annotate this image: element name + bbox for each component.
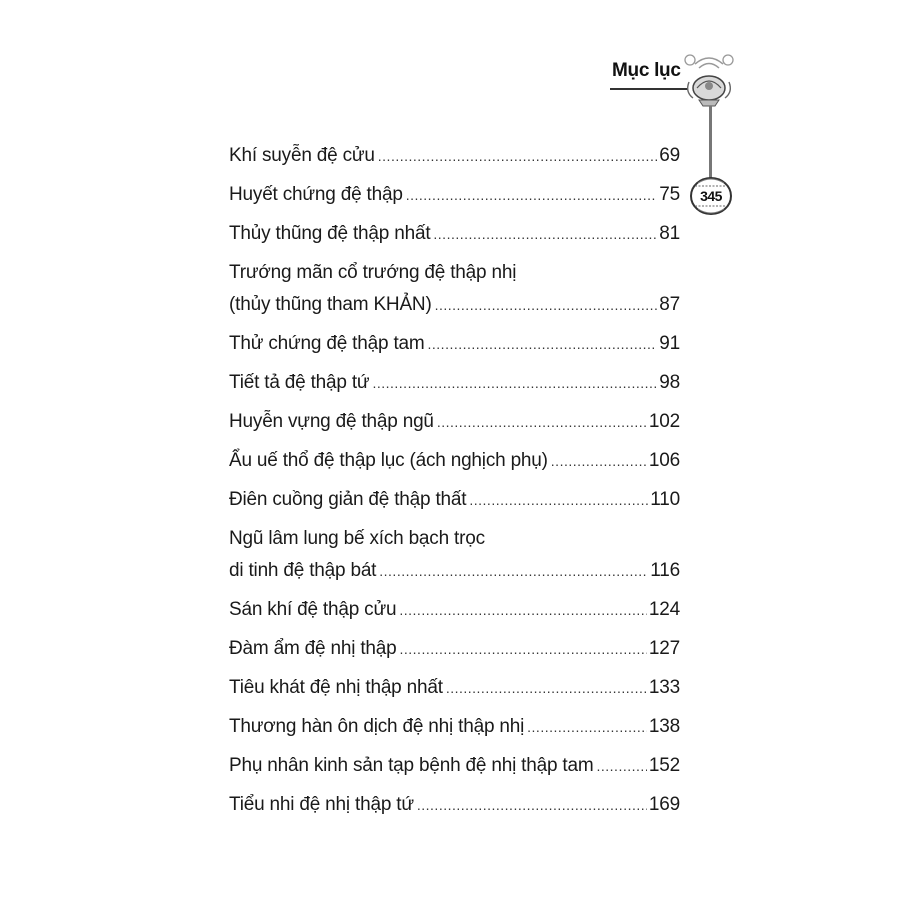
toc-entry xyxy=(229,328,680,360)
toc-entry-title: Thử chứng đệ thập tam xyxy=(229,333,425,354)
toc-line xyxy=(229,218,680,250)
toc-entry xyxy=(229,140,680,172)
toc-line xyxy=(229,445,680,477)
toc-entry xyxy=(229,523,680,587)
dot-leader xyxy=(379,555,648,587)
page-number: 345 xyxy=(700,188,722,204)
dot-leader xyxy=(551,445,647,477)
dot-leader xyxy=(527,711,647,743)
toc-page-number: 116 xyxy=(650,560,680,581)
toc-entry-title: Phụ nhân kinh sản tạp bệnh đệ nhị thập tam xyxy=(229,755,594,776)
toc-entry-title: Đàm ẩm đệ nhị thập xyxy=(229,638,397,659)
toc-line xyxy=(229,594,680,626)
toc-entry xyxy=(229,711,680,743)
dot-leader xyxy=(597,750,647,782)
toc-page-number: 127 xyxy=(648,638,680,659)
toc-entry-title: Huyết chứng đệ thập xyxy=(229,184,403,205)
toc-entry-title: Trướng mãn cổ trướng đệ thập nhị xyxy=(229,262,517,283)
dot-leader xyxy=(437,406,647,438)
toc-line xyxy=(229,367,680,399)
dot-leader xyxy=(378,140,657,172)
toc-entry-title: Tiết tả đệ thập tứ xyxy=(229,372,370,393)
toc-entry-title: Thương hàn ôn dịch đệ nhị thập nhị xyxy=(229,716,525,737)
toc-entry xyxy=(229,672,680,704)
toc-entry xyxy=(229,594,680,626)
toc-page-number: 81 xyxy=(659,223,680,244)
toc-page-number: 152 xyxy=(648,755,680,776)
toc-entry-title: Huyễn vựng đệ thập ngũ xyxy=(229,411,434,432)
toc-entry xyxy=(229,406,680,438)
toc-line xyxy=(229,179,680,211)
toc-page-number: 138 xyxy=(648,716,680,737)
toc-page-number: 133 xyxy=(648,677,680,698)
toc-line xyxy=(229,789,680,821)
toc-entry-title: Ngũ lâm lung bế xích bạch trọc xyxy=(229,528,485,549)
toc-line xyxy=(229,140,680,172)
toc-entry-title: Sán khí đệ thập cửu xyxy=(229,599,397,620)
toc-page-number: 169 xyxy=(648,794,680,815)
section-title: Mục lục xyxy=(612,60,681,81)
toc-entry-title: di tinh đệ thập bát xyxy=(229,560,377,581)
dot-leader xyxy=(469,484,648,516)
table-of-contents xyxy=(229,140,680,828)
toc-entry-title: (thủy thũng tham KHẢN) xyxy=(229,294,432,315)
toc-entry xyxy=(229,633,680,665)
emblem-stem xyxy=(709,106,712,178)
toc-page-number: 124 xyxy=(648,599,680,620)
toc-entry xyxy=(229,257,680,321)
dot-leader xyxy=(435,289,658,321)
decorative-emblem-icon xyxy=(681,52,737,110)
toc-line xyxy=(229,289,680,321)
toc-page-number: 69 xyxy=(659,145,680,166)
header-underline xyxy=(610,88,688,90)
toc-entry-title: Thủy thũng đệ thập nhất xyxy=(229,223,431,244)
dot-leader xyxy=(372,367,657,399)
toc-line xyxy=(229,672,680,704)
dot-leader xyxy=(417,789,647,821)
toc-page-number: 87 xyxy=(659,294,680,315)
toc-entry-title: Điên cuồng giản đệ thập thất xyxy=(229,489,467,510)
dot-leader xyxy=(428,328,658,360)
dot-leader xyxy=(433,218,657,250)
toc-entry-title: Khí suyễn đệ cửu xyxy=(229,145,375,166)
toc-line xyxy=(229,484,680,516)
dot-leader xyxy=(400,633,647,665)
toc-entry xyxy=(229,218,680,250)
toc-entry-title: Tiêu khát đệ nhị thập nhất xyxy=(229,677,443,698)
toc-page-number: 91 xyxy=(659,333,680,354)
toc-page-number: 98 xyxy=(659,372,680,393)
toc-entry-title: Tiểu nhi đệ nhị thập tứ xyxy=(229,794,414,815)
toc-line xyxy=(229,406,680,438)
toc-entry-title: Ẩu uế thổ đệ thập lục (ách nghịch phụ) xyxy=(229,450,548,471)
toc-entry xyxy=(229,179,680,211)
dot-leader xyxy=(399,594,647,626)
toc-page-number: 110 xyxy=(650,489,680,510)
toc-line xyxy=(229,555,680,587)
toc-line xyxy=(229,328,680,360)
toc-line xyxy=(229,750,680,782)
toc-entry xyxy=(229,789,680,821)
toc-page-number: 102 xyxy=(648,411,680,432)
toc-entry xyxy=(229,445,680,477)
toc-entry xyxy=(229,484,680,516)
toc-entry xyxy=(229,750,680,782)
toc-line xyxy=(229,633,680,665)
toc-page-number: 106 xyxy=(648,450,680,471)
toc-line xyxy=(229,711,680,743)
toc-entry xyxy=(229,367,680,399)
dot-leader xyxy=(406,179,658,211)
toc-page-number: 75 xyxy=(659,184,680,205)
dot-leader xyxy=(446,672,647,704)
